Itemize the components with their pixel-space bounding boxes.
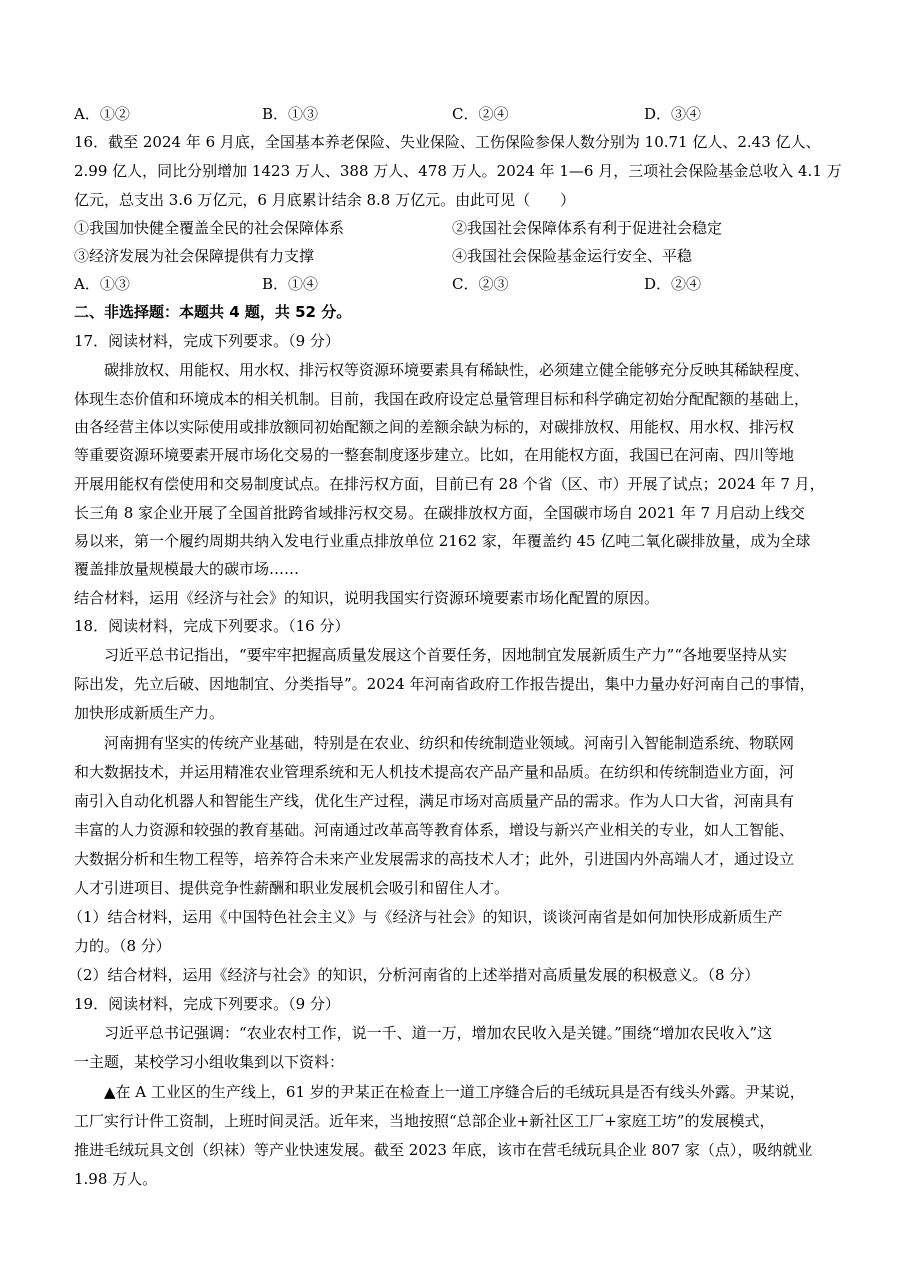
q19-intro-line: 习近平总书记强调：“农业农村工作，说一千、道一万，增加农民收入是关键。”围绕“增加农民收入”这	[104, 1024, 773, 1042]
q17-material-line: 长三角 8 家企业开展了全国首批跨省域排污权交易。在碳排放权方面，全国碳市场自 2021 年 7 月启动上线交	[74, 504, 805, 522]
q16-statement-2: ②我国社会保障体系有利于促进社会稳定	[452, 219, 723, 237]
q16-stem-line: 2.99 亿人，同比分别增加 1423 万人、388 万人、478 万人。2024 年 1—6 月，三项社会保险基金总收入 4.1 万	[74, 162, 842, 180]
q19-title: 19．阅读材料，完成下列要求。（9 分）	[74, 995, 340, 1013]
q18-para1-line: 际出发，先立后破、因地制宜、分类指导”。2024 年河南省政府工作报告提出，集中力量办好河南自己的事情，	[74, 675, 815, 693]
q18-para1-line: 习近平总书记指出，“要牢牢把握高质量发展这个首要任务，因地制宜发展新质生产力”“各地要坚持从实	[104, 646, 788, 664]
q15-options	[74, 100, 854, 128]
q16-option-d[interactable]: D．②④	[644, 275, 702, 293]
q19-material-line: 推进毛绒玩具文创（织袜）等产业快速发展。截至 2023 年底，该市在营毛绒玩具企业 807 家（点），吸纳就业	[74, 1141, 813, 1159]
q17-title: 17．阅读材料，完成下列要求。（9 分）	[74, 332, 340, 350]
q15-option-b[interactable]: B．①③	[262, 105, 319, 123]
q17-material-line: 易以来，第一个履约周期共纳入发电行业重点排放单位 2162 家，年覆盖约 45 亿吨二氧化碳排放量，成为全球	[74, 532, 811, 550]
q16-stem-line: 亿元，总支出 3.6 万亿元，6 月底累计结余 8.8 万亿元。由此可见（ ）	[74, 191, 576, 209]
section-heading: 二、非选择题：本题共 4 题，共 52 分。	[74, 303, 352, 321]
q18-para2-line: 河南拥有坚实的传统产业基础，特别是在农业、纺织和传统制造业领域。河南引入智能制造系统、物联网	[104, 734, 795, 752]
q16-statements-row	[74, 214, 854, 242]
q17-material-line: 由各经营主体以实际使用或排放额同初始配额之间的差额余缺为标的，对碳排放权、用能权、用水权、排污权	[74, 418, 795, 436]
q17-material-line: 体现生态价值和环境成本的相关机制。目前，我国在政府设定总量管理目标和科学确定初始分配配额的基础上，	[74, 390, 810, 408]
q16-statement-4: ④我国社会保险基金运行安全、平稳	[452, 247, 693, 265]
q16-option-c[interactable]: C．②③	[452, 275, 509, 293]
q19-material-line: ▲在 A 工业区的生产线上，61 岁的尹某正在检查上一道工序缝合后的毛绒玩具是否有线头外露。尹某说，	[104, 1083, 805, 1101]
q18-sub1-line: 力的。（8 分）	[74, 937, 171, 955]
q19-material-line: 1.98 万人。	[74, 1170, 158, 1188]
q16-option-a[interactable]: A．①③	[74, 275, 130, 293]
q16-statements-row	[74, 242, 854, 270]
q19-intro-line: 一主题，某校学习小组收集到以下资料：	[74, 1053, 345, 1071]
q17-material-line: 等重要资源环境要素开展市场化交易的一整套制度逐步建立。比如，在用能权方面，我国已在河南、四川等地	[74, 446, 795, 464]
q18-para1-line: 加快形成新质生产力。	[74, 704, 225, 722]
q18-sub1-line: （1）结合材料，运用《中国特色社会主义》与《经济与社会》的知识，谈谈河南省是如何加快形成新质生产	[68, 908, 783, 926]
q16-option-b[interactable]: B．①④	[262, 275, 319, 293]
q17-question: 结合材料，运用《经济与社会》的知识，说明我国实行资源环境要素市场化配置的原因。	[74, 589, 660, 607]
q15-option-d[interactable]: D．③④	[644, 105, 702, 123]
q16-options	[74, 270, 854, 298]
q18-title: 18．阅读材料，完成下列要求。（16 分）	[74, 617, 350, 635]
q17-material-line: 覆盖排放量规模最大的碳市场……	[74, 560, 300, 578]
q16-statement-3: ③经济发展为社会保障提供有力支撑	[74, 247, 315, 265]
q15-option-a[interactable]: A．①②	[74, 105, 130, 123]
q16-stem-line: 16．截至 2024 年 6 月底，全国基本养老保险、失业保险、工伤保险参保人数分别为 10.71 亿人、2.43 亿人、	[74, 133, 821, 151]
q18-para2-line: 大数据分析和生物工程等，培养符合未来产业发展需求的高技术人才；此外，引进国内外高端人才，通过设立	[74, 850, 795, 868]
q17-material-line: 开展用能权有偿使用和交易制度试点。在排污权方面，目前已有 28 个省（区、市）开展了试点；2024 年 7 月，	[74, 475, 825, 493]
q15-option-c[interactable]: C．②④	[452, 105, 509, 123]
q18-para2-line: 南引入自动化机器人和智能生产线，优化生产过程，满足市场对高质量产品的需求。作为人口大省，河南具有	[74, 792, 795, 810]
q17-material-line: 碳排放权、用能权、用水权、排污权等资源环境要素具有稀缺性，必须建立健全能够充分反映其稀缺程度、	[104, 361, 810, 379]
q18-sub2: （2）结合材料，运用《经济与社会》的知识，分析河南省的上述举措对高质量发展的积极意义。（8 分）	[68, 966, 760, 984]
q18-para2-line: 人才引进项目、提供竞争性薪酬和职业发展机会吸引和留住人才。	[74, 879, 510, 897]
q18-para2-line: 丰富的人力资源和较强的教育基础。河南通过改革高等教育体系，增设与新兴产业相关的专业，如人工智能、	[74, 821, 795, 839]
q19-material-line: 工厂实行计件工资制，上班时间灵活。近年来，当地按照“总部企业+新社区工厂+家庭工坊”的发展模式，	[74, 1112, 775, 1130]
q18-para2-line: 和大数据技术，并运用精准农业管理系统和无人机技术提高农产品产量和品质。在纺织和传统制造业方面，河	[74, 763, 795, 781]
q16-statement-1: ①我国加快健全覆盖全民的社会保障体系	[74, 219, 345, 237]
